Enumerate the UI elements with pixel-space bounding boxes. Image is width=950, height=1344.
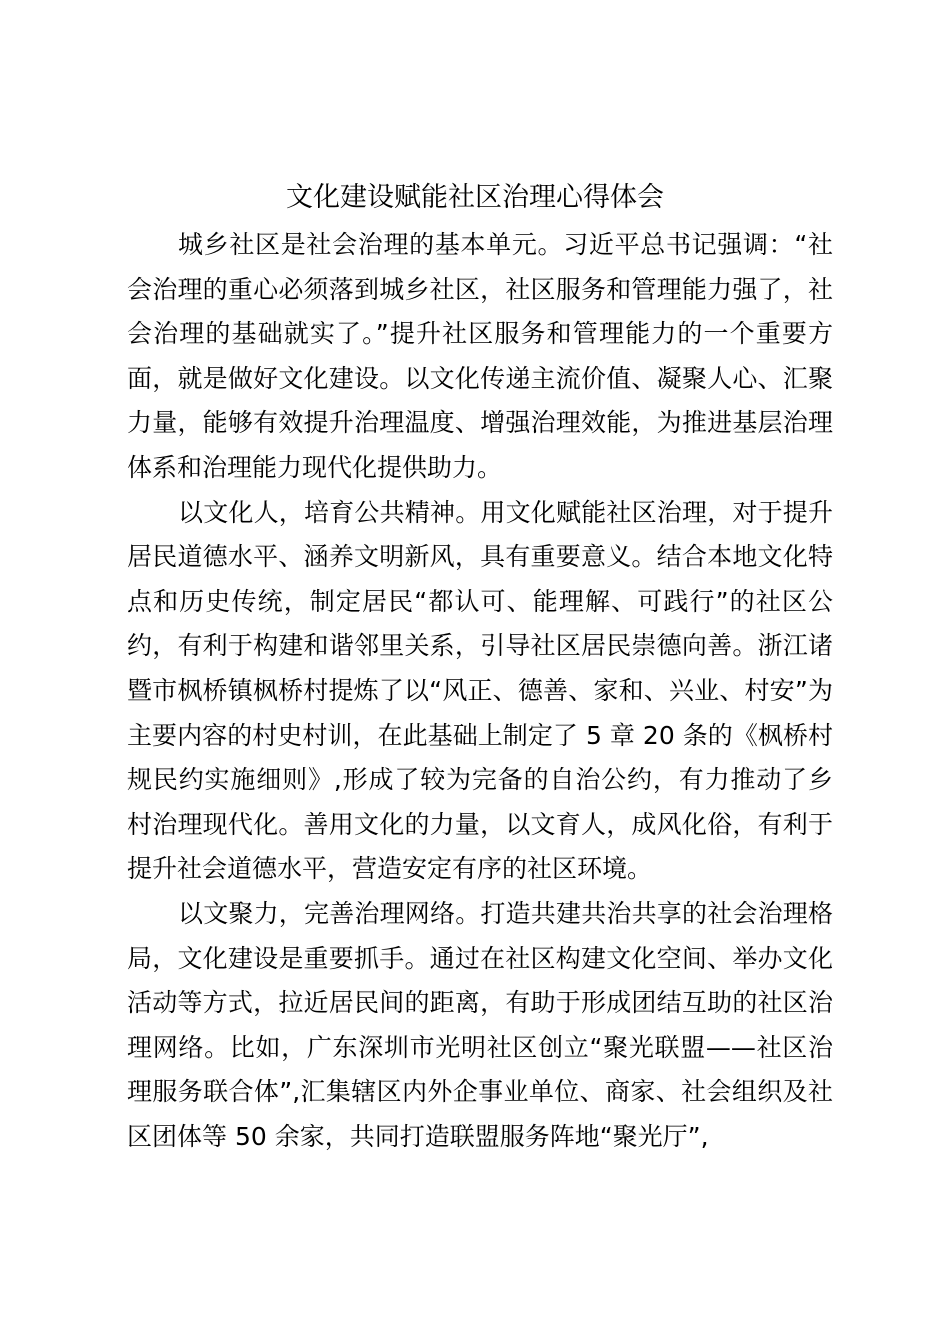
- paragraph-culture-unites: 以文聚力，完善治理网络。打造共建共治共享的社会治理格局，文化建设是重要抓手。通过在社区构建文化空间、举办文化活动等方式，拉近居民间的距离，有助于形成团结互助的社区治理网络。比如，广东深圳市光明社区创立“聚光联盟——社区治理服务联合体”,汇集辖区内外企事业单位、商家、社会组织及社区团体等 50 余家，共同打造联盟服务阵地“聚光厅”,: [127, 898, 833, 1151]
- paragraph-culture-educates: 以文化人，培育公共精神。用文化赋能社区治理，对于提升居民道德水平、涵养文明新风，具有重要意义。结合本地文化特点和历史传统，制定居民“都认可、能理解、可践行”的社区公约，有利于构建和谐邻里关系，引导社区居民崇德向善。浙江诸暨市枫桥镇枫桥村提炼了以“风正、德善、家和、兴业、村安”为主要内容的村史村训，在此基础上制定了 5 章 20 条的《枫桥村规民约实施细则》,形成了较为完备的自治公约，有力推动了乡村治理现代化。善用文化的力量，以文育人，成风化俗，有利于提升社会道德水平，营造安定有序的社区环境。: [127, 497, 833, 884]
- document-body: [127, 223, 833, 1159]
- document-title: 文化建设赋能社区治理心得体会: [286, 182, 664, 213]
- paragraph-intro: 城乡社区是社会治理的基本单元。习近平总书记强调：“社会治理的重心必须落到城乡社区，社区服务和管理能力强了，社会治理的基础就实了。”提升社区服务和管理能力的一个重要方面，就是做好文化建设。以文化传递主流价值、凝聚人心、汇聚力量，能够有效提升治理温度、增强治理效能，为推进基层治理体系和治理能力现代化提供助力。: [127, 230, 833, 482]
